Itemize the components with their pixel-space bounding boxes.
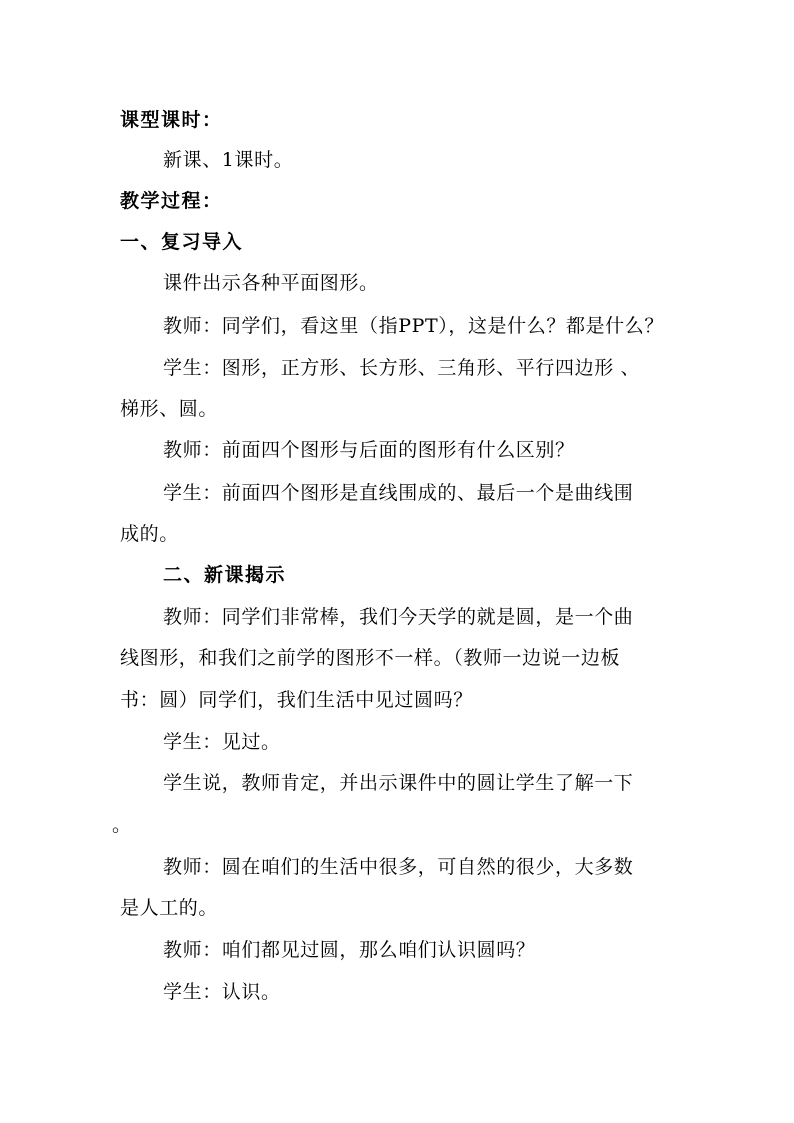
paragraph-line: 课件出示各种平面图形。 <box>163 272 379 294</box>
teaching-process-heading: 教学过程： <box>120 190 223 212</box>
paragraph-line: 学生：图形，正方形、长方形、三角形、平行四边形 、 <box>163 357 641 379</box>
paragraph-line: 。 <box>112 814 132 836</box>
paragraph-line: 教师：圆在咱们的生活中很多，可自然的很少，大多数 <box>163 856 634 878</box>
paragraph-line: 是人工的。 <box>120 897 219 919</box>
section-new-lesson-heading: 二、新课揭示 <box>163 564 287 586</box>
paragraph-line: 学生：前面四个图形是直线围成的、最后一个是曲线围 <box>163 482 634 504</box>
paragraph-line: 教师：咱们都见过圆，那么咱们认识圆吗？ <box>163 939 536 961</box>
paragraph-line: 成的。 <box>120 523 179 545</box>
section-review-heading: 一、复习导入 <box>120 231 244 253</box>
paragraph-line: 学生说，教师肯定，并出示课件中的圆让学生了解一下 <box>163 772 634 794</box>
paragraph-line: 书：圆）同学们，我们生活中见过圆吗？ <box>120 689 473 711</box>
paragraph-line: 教师：同学们，看这里（指PPT），这是什么？都是什么？ <box>163 315 664 337</box>
paragraph-line: 教师：同学们非常棒，我们今天学的就是圆，是一个曲 <box>163 606 634 628</box>
paragraph-line: 学生：见过。 <box>163 731 281 753</box>
paragraph-line: 线图形，和我们之前学的图形不一样。（教师一边说一边板 <box>120 647 621 669</box>
lesson-type-heading: 课型课时： <box>120 109 223 131</box>
paragraph-line: 教师：前面四个图形与后面的图形有什么区别？ <box>163 439 575 461</box>
paragraph-line: 梯形、圆。 <box>120 398 219 420</box>
lesson-type-text: 新课、1课时。 <box>163 149 294 171</box>
paragraph-line: 学生：认识。 <box>163 981 281 1003</box>
